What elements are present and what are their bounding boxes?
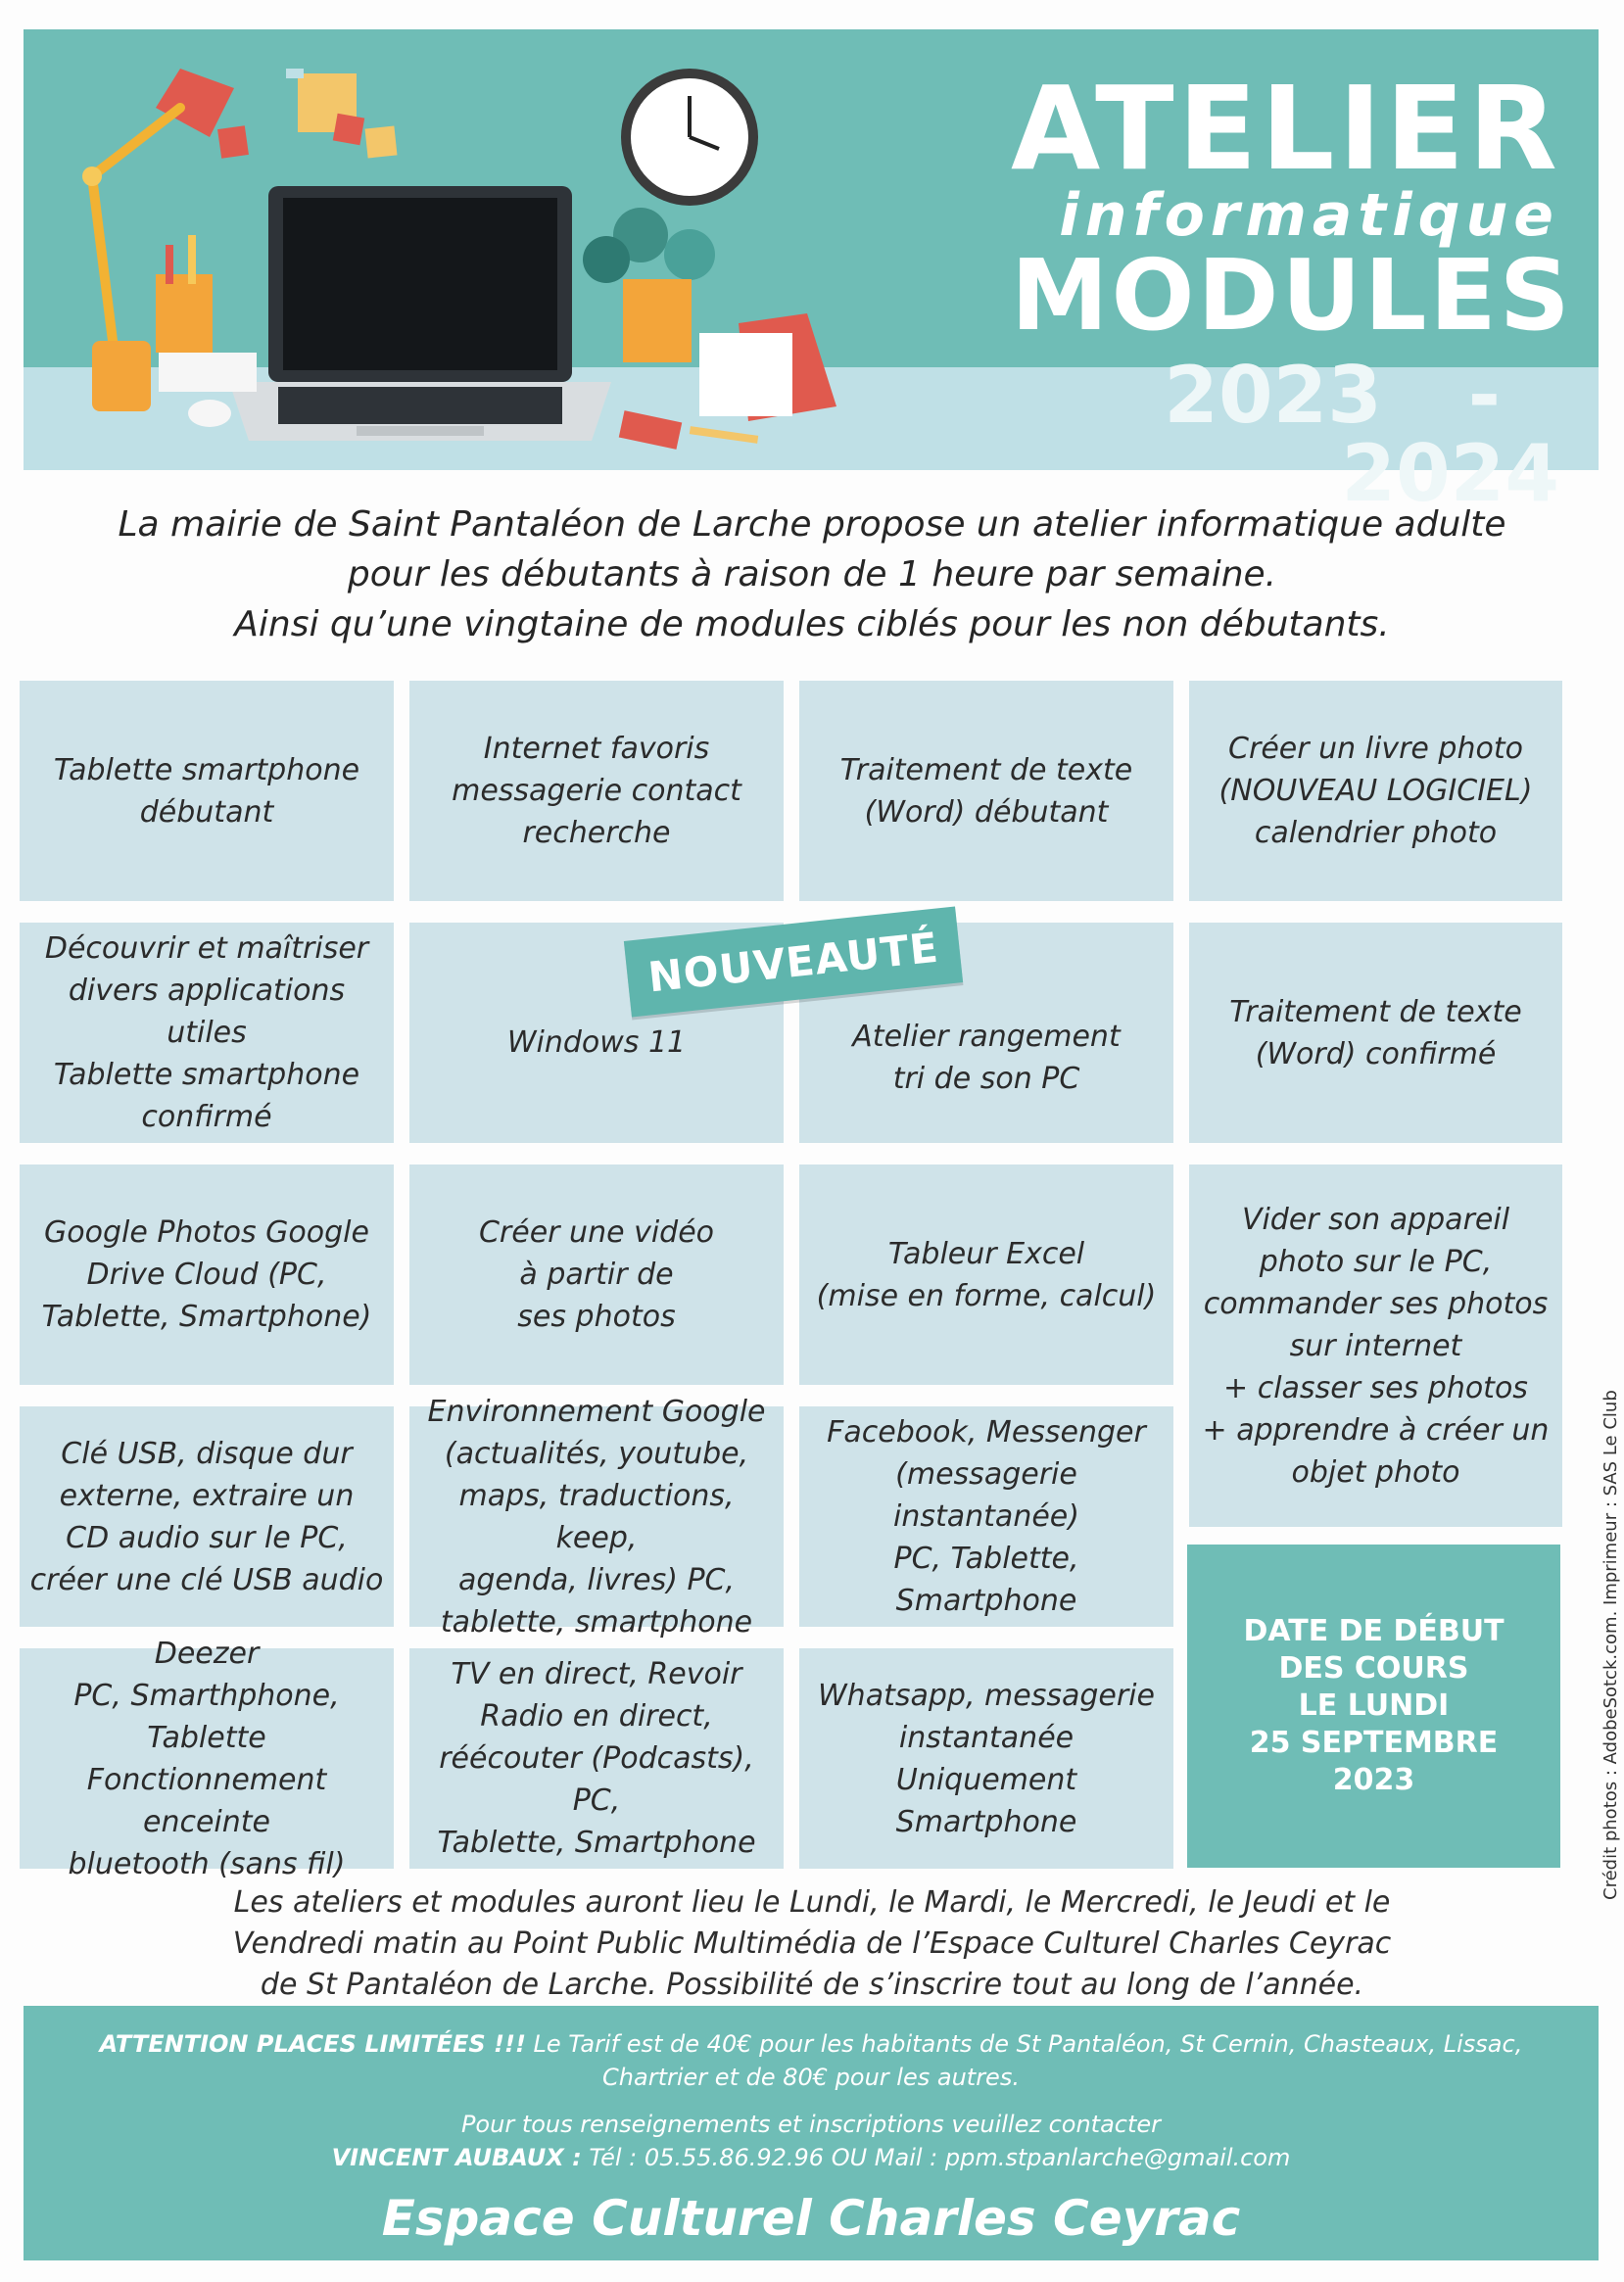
- title-atelier: ATELIER: [1011, 61, 1561, 196]
- schedule-line: de St Pantaléon de Larche. Possibilité de s’inscrire tout au long de l’année.: [260, 1968, 1364, 2002]
- tarif-line-2: Chartrier et de 80€ pour les autres.: [602, 2064, 1020, 2091]
- wall-clock-icon: [621, 69, 758, 206]
- module-label: Traitement de texte (Word) confirmé: [1229, 994, 1522, 1071]
- module-card: [799, 1648, 1173, 1869]
- tarif-line: [24, 2027, 1599, 2061]
- module-card: [20, 923, 394, 1143]
- contact-details: Tél : 05.55.86.92.96 OU Mail : ppm.stpanlarche@gmail.com: [581, 2144, 1291, 2171]
- start-date-box: [1187, 1545, 1560, 1868]
- year-start: 2023: [1164, 350, 1382, 441]
- module-card: [799, 1406, 1173, 1627]
- title-informatique: informatique: [1059, 181, 1559, 250]
- module-label: Deezer PC, Smarthphone, Tablette Fonctionnement enceinte bluetooth (sans fil): [68, 1636, 346, 1881]
- schedule-line: Les ateliers et modules auront lieu le Lundi, le Mardi, le Mercredi, le Jeudi et le: [233, 1885, 1391, 1920]
- module-label: Créer une vidéo à partir de ses photos: [478, 1215, 715, 1334]
- contact-line: Pour tous renseignements et inscriptions veuillez contacter: [460, 2111, 1162, 2138]
- intro-line: La mairie de Saint Pantaléon de Larche propose un atelier informatique adulte: [118, 504, 1506, 545]
- module-label: Tablette smartphone débutant: [53, 752, 360, 830]
- photo-credit: Crédit photos : AdobeSotck.com. Imprimeur : SAS Le Club: [1600, 1390, 1621, 1900]
- calendar-icon: [699, 313, 836, 421]
- title-years: [1011, 350, 1559, 519]
- coffee-mug-icon: [92, 341, 151, 411]
- contact-name: VINCENT AUBAUX :: [331, 2144, 582, 2171]
- desk-illustration: [63, 29, 866, 470]
- attention-label: ATTENTION PLACES LIMITÉES !!!: [99, 2030, 526, 2058]
- title-modules: MODULES: [1011, 238, 1573, 353]
- module-label: Découvrir et maîtriser divers applications utiles Tablette smartphone confirmé: [44, 931, 369, 1134]
- venue-name: Espace Culturel Charles Ceyrac: [381, 2190, 1241, 2247]
- schedule-text: [39, 1882, 1585, 2006]
- header-banner: [24, 29, 1599, 519]
- module-card: [20, 681, 394, 901]
- module-card: [799, 681, 1173, 901]
- mouse-icon: [188, 400, 231, 427]
- module-card: [409, 1394, 784, 1640]
- module-label: Créer un livre photo (NOUVEAU LOGICIEL) calendrier photo: [1218, 732, 1533, 850]
- module-label: Vider son appareil photo sur le PC, commander ses photos sur internet + classer ses photos + apprendre à créer un objet photo: [1202, 1202, 1550, 1490]
- start-date-text: DATE DE DÉBUT DES COURS LE LUNDI 25 SEPTEMBRE 2023: [1243, 1614, 1505, 1797]
- contact-details-line: [24, 2141, 1599, 2174]
- title-block: [1011, 61, 1573, 519]
- module-label: Environnement Google (actualités, youtube, maps, traductions, keep, agenda, livres) PC, tablette, smartphone: [427, 1394, 766, 1640]
- plant-icon: [583, 208, 715, 362]
- module-card: [1189, 1165, 1562, 1527]
- tarif-text: Le Tarif est de 40€ pour les habitants de St Pantaléon, St Cernin, Chasteaux, Lissac,: [525, 2030, 1523, 2058]
- year-end: 2024: [1341, 428, 1559, 519]
- module-card: [1189, 681, 1562, 901]
- module-label: Facebook, Messenger (messagerie instantanée) PC, Tablette, Smartphone: [827, 1415, 1146, 1618]
- module-label: Internet favoris messagerie contact recherche: [452, 732, 741, 850]
- pencil-cup-icon: [156, 274, 213, 353]
- module-label: TV en direct, Revoir Radio en direct, réécouter (Podcasts), PC, Tablette, Smartphone: [437, 1657, 756, 1860]
- laptop-icon: [229, 186, 611, 441]
- module-label: Tableur Excel (mise en forme, calcul): [816, 1236, 1157, 1313]
- module-card: [20, 1406, 394, 1627]
- module-card: [20, 1165, 394, 1385]
- module-label: Whatsapp, messagerie instantanée Uniquement Smartphone: [818, 1678, 1155, 1839]
- module-card: [799, 1165, 1173, 1385]
- module-card: [1189, 923, 1562, 1143]
- module-card: [409, 1165, 784, 1385]
- module-label: Clé USB, disque dur externe, extraire un CD audio sur le PC, créer une clé USB audio: [29, 1436, 384, 1597]
- intro-line: Ainsi qu’une vingtaine de modules ciblés pour les non débutants.: [234, 604, 1390, 644]
- module-label: Google Photos Google Drive Cloud (PC, Tablette, Smartphone): [41, 1215, 372, 1334]
- year-separator: -: [1467, 350, 1501, 441]
- module-label: Windows 11: [506, 1025, 687, 1060]
- module-label: Atelier rangement tri de son PC: [852, 1019, 1121, 1096]
- intro-text: [39, 499, 1585, 649]
- keyboard-block: [159, 353, 257, 392]
- module-card: [409, 681, 784, 901]
- footer-banner: [24, 2006, 1599, 2260]
- module-label: Traitement de texte (Word) débutant: [839, 752, 1133, 830]
- badge-label: NOUVEAUTÉ: [645, 923, 941, 1001]
- module-card: [409, 1648, 784, 1869]
- module-card: [20, 1636, 394, 1881]
- schedule-line: Vendredi matin au Point Public Multimédia de l’Espace Culturel Charles Ceyrac: [232, 1926, 1392, 1961]
- intro-line: pour les débutants à raison de 1 heure par semaine.: [347, 554, 1277, 594]
